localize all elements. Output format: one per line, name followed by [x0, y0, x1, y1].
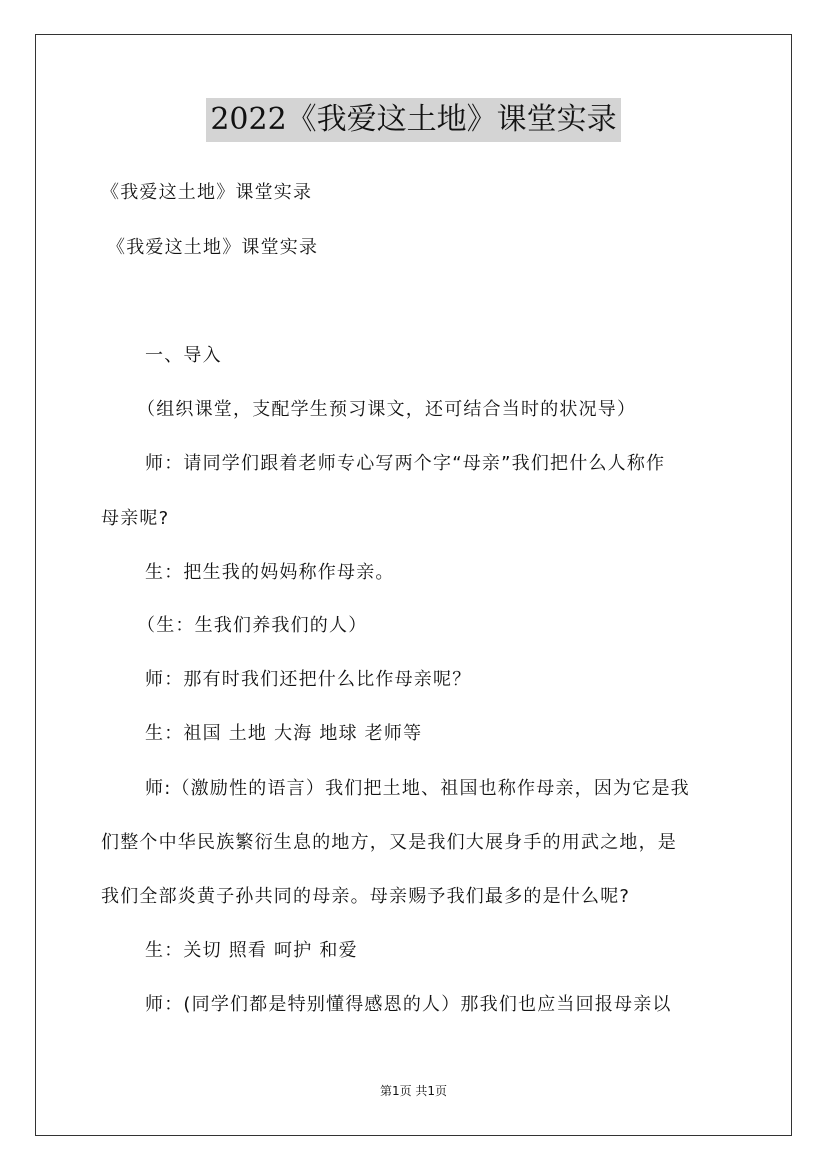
document-title: 2022《我爱这土地》课堂实录	[206, 98, 620, 142]
paragraph-line: 师：请同学们跟着老师专心写两个字“母亲”我们把什么人称作	[145, 453, 666, 474]
paragraph-line: 生：把生我的妈妈称作母亲。	[145, 562, 395, 583]
paragraph-line: （组织课堂，支配学生预习课文，还可结合当时的状况导）	[137, 399, 637, 420]
paragraph-line: 们整个中华民族繁衍生息的地方，又是我们大展身手的用武之地，是	[101, 832, 677, 853]
subtitle-2: 《我爱这土地》课堂实录	[107, 237, 319, 258]
subtitle-1: 《我爱这土地》课堂实录	[101, 182, 313, 203]
paragraph-line: 师：那有时我们还把什么比作母亲呢？	[145, 669, 472, 690]
page-footer: 第1页 共1页	[379, 1084, 448, 1098]
paragraph-line: 师：(同学们都是特别懂得感恩的人）那我们也应当回报母亲以	[145, 994, 672, 1015]
paragraph-line: 生：祖国 土地 大海 地球 老师等	[145, 723, 423, 744]
paragraph-line: （生：生我们养我们的人）	[137, 615, 368, 636]
paragraph-line: 我们全部炎黄子孙共同的母亲。母亲赐予我们最多的是什么呢?	[101, 886, 631, 907]
paragraph-line: 生：关切 照看 呵护 和爱	[145, 940, 358, 961]
paragraph-line: 母亲呢?	[101, 508, 170, 529]
paragraph-line: 师:（激励性的语言）我们把土地、祖国也称作母亲，因为它是我	[145, 778, 690, 799]
document-title-wrapper	[0, 98, 827, 142]
paragraph-line: 一、导入	[145, 345, 222, 366]
